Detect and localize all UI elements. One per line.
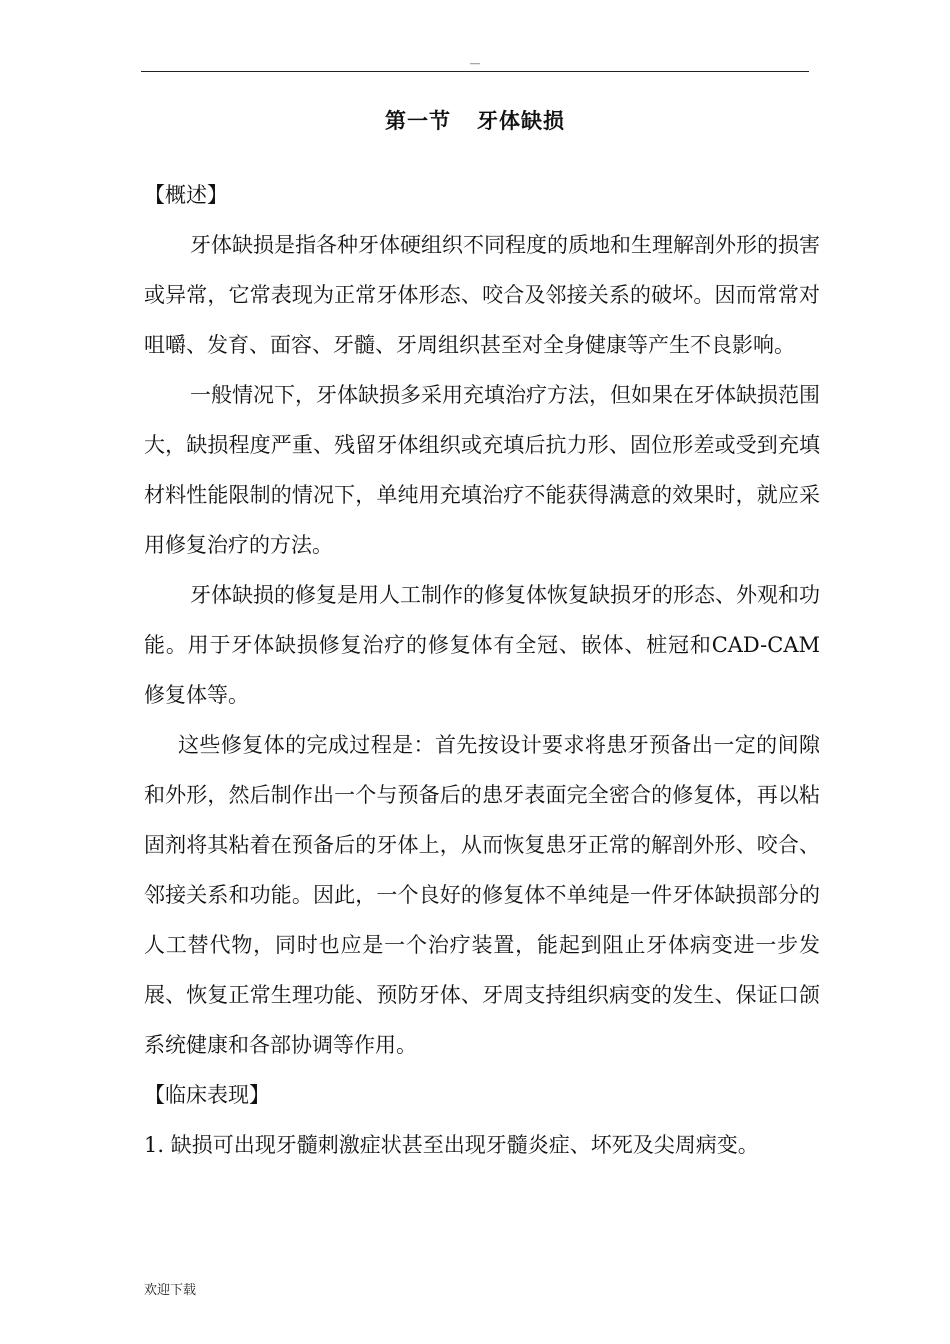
header-mark: — [469,57,481,70]
overview-paragraph-2: 一般情况下，牙体缺损多采用充填治疗方法，但如果在牙体缺损范围大，缺损程度严重、残留牙体组织或充填后抗力形、固位形差或受到充填材料性能限制的情况下，单纯用充填治疗不能获得满意的效果时，就应采用修复治疗的方法。 [144,383,820,557]
clinical-heading: 【临床表现】 [144,1083,270,1107]
overview-paragraph-1: 牙体缺损是指各种牙体硬组织不同程度的质地和生理解剖外形的损害或异常，它常表现为正常牙体形态、咬合及邻接关系的破坏。因而常常对咀嚼、发育、面容、牙髓、牙周组织甚至对全身健康等产生不良影响。 [144,233,820,357]
page-title [0,106,950,136]
title-section-name: 牙体缺损 [477,108,565,133]
clinical-item-1: 1. 缺损可出现牙髓刺激症状甚至出现牙髓炎症、坏死及尖周病变。 [144,1133,759,1157]
document-body [144,170,820,1170]
footer-text: 欢迎下载 [144,1283,197,1298]
overview-paragraph-4: 这些修复体的完成过程是：首先按设计要求将患牙预备出一定的间隙和外形，然后制作出一个与预备后的患牙表面完全密合的修复体，再以粘固剂将其粘着在预备后的牙体上，从而恢复患牙正常的解剖外形、咬合、邻接关系和功能。因此，一个良好的修复体不单纯是一件牙体缺损部分的人工替代物，同时也应是一个治疗装置，能起到阻止牙体病变进一步发展、恢复正常生理功能、预防牙体、牙周支持组织病变的发生、保证口颌系统健康和各部协调等作用。 [144,733,820,1057]
overview-heading: 【概述】 [144,183,228,207]
title-section-number: 第一节 [385,108,451,133]
header-rule [141,71,809,72]
overview-paragraph-3: 牙体缺损的修复是用人工制作的修复体恢复缺损牙的形态、外观和功能。用于牙体缺损修复治疗的修复体有全冠、嵌体、桩冠和CAD-CAM 修复体等。 [144,583,820,707]
